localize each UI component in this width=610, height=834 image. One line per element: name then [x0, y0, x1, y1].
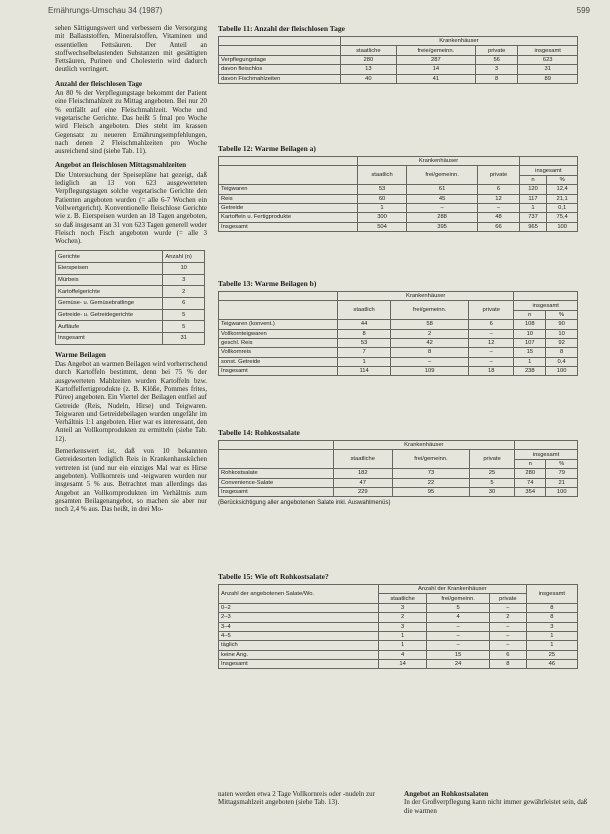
table-header: private [470, 450, 515, 469]
table-cell: 229 [333, 487, 392, 496]
table-header: staatliche [340, 46, 396, 55]
table-15 [218, 572, 578, 669]
table-cell: 0,1 [547, 203, 578, 212]
table-11 [218, 24, 578, 84]
table-cell: Vollkornreis [219, 348, 338, 357]
table-cell: Getreide- u. Getreidegerichte [56, 309, 163, 321]
table-header [219, 450, 334, 469]
table-cell: – [427, 622, 490, 631]
table-cell: 0–2 [219, 603, 379, 612]
table-cell: 40 [340, 74, 396, 83]
table-cell: Insgesamt [219, 660, 379, 669]
table-cell: 48 [478, 213, 520, 222]
table-cell: 114 [337, 367, 390, 376]
table-header: staatlich [337, 301, 390, 320]
table-cell: 108 [514, 320, 546, 329]
table-cell: 120 [519, 185, 547, 194]
table-cell: 30 [470, 487, 515, 496]
table-cell: 12 [478, 194, 520, 203]
table-cell: Gemüse- u. Gemüsebratlinge [56, 298, 163, 310]
table-cell: 4 [379, 650, 427, 659]
table-cell: Aufläufe [56, 321, 163, 333]
table-cell: 5 [427, 603, 490, 612]
table-cell: 100 [546, 487, 578, 496]
table-cell: 89 [518, 74, 578, 83]
table-cell: 2 [163, 286, 205, 298]
table-cell: 6 [490, 650, 527, 659]
table-header: n [519, 175, 547, 184]
table-header: Gerichte [56, 251, 163, 263]
table-cell: 12,4 [547, 185, 578, 194]
table-cell: 61 [406, 185, 477, 194]
table-cell: 14 [396, 65, 475, 74]
table-cell: Mürbeis [56, 274, 163, 286]
table-cell: 92 [546, 338, 578, 347]
table-cell: – [469, 357, 514, 366]
table-cell: 41 [396, 74, 475, 83]
table-cell: Insgesamt [219, 367, 338, 376]
table-cell: 24 [427, 660, 490, 669]
table-cell: – [427, 641, 490, 650]
table-cell: davon Fischmahlzeiten [219, 74, 341, 83]
table-cell: Eierspeisen [56, 263, 163, 275]
table-cell: 15 [427, 650, 490, 659]
table-cell: 4–5 [219, 631, 379, 640]
table-header: insgesamt [519, 166, 577, 175]
table-cell: 1 [526, 631, 577, 640]
group-header: Krankenhäuser [340, 37, 577, 46]
table-header: n [514, 459, 545, 468]
table-cell: 5 [163, 309, 205, 321]
table-cell: 31 [518, 65, 578, 74]
page-number: 599 [576, 6, 590, 15]
table-header [219, 46, 341, 55]
table-header: insgesamt [518, 46, 578, 55]
table-note: (Berücksichtigung aller angebotenen Salate inkl. Auswahlmenüs) [218, 500, 391, 507]
table-cell: – [478, 203, 520, 212]
table-caption: Tabelle 12: Warme Beilagen a) [218, 144, 316, 153]
bottom-column-1 [218, 790, 388, 807]
table-cell: Getreide [219, 203, 358, 212]
table-header: private [490, 594, 527, 603]
table-cell: 25 [526, 650, 577, 659]
table-header: staatliche [379, 594, 427, 603]
table-header: insgesamt [526, 585, 577, 604]
table-cell: Kartoffelgerichte [56, 286, 163, 298]
table-cell: 75,4 [547, 213, 578, 222]
table-cell: – [427, 631, 490, 640]
table-cell: 18 [469, 367, 514, 376]
table-cell: 21,1 [547, 194, 578, 203]
table-cell: 21 [546, 478, 578, 487]
table-cell: 1 [379, 641, 427, 650]
paragraph: An 80 % der Verpflegungstage bekommt der Patient eine Fleischmahlzeit zu Mittag angeboten. Bei nur 20 % entfällt auf eine Fleischmahlzeit. Woche und vegetarische Gerichte. Das heißt 5 fmal pro Woche wird Fleisch angeboten. Dies steht im krassen Gegensatz zu neueren Ernährungsempfehlungen, nach denen 2 Fleischmahlzeiten pro Woche ausreichend sind (siehe Tab. 11). [55, 89, 207, 156]
table-cell: 4 [427, 613, 490, 622]
table-header [219, 166, 358, 185]
table-header: insgesamt [514, 450, 577, 459]
table-cell: 25 [470, 469, 515, 478]
table-cell: täglich [219, 641, 379, 650]
table-cell: – [490, 603, 527, 612]
table-cell: 22 [392, 478, 469, 487]
table-cell: Insgesamt [56, 333, 163, 345]
table-cell: 2 [490, 613, 527, 622]
table-cell: 8 [546, 348, 578, 357]
table-cell: 2 [379, 613, 427, 622]
table-cell: 10 [546, 329, 578, 338]
table-cell: 3 [379, 603, 427, 612]
table-cell: 280 [340, 55, 396, 64]
table-cell: 53 [337, 338, 390, 347]
section-heading: Angebot an Rohkostsalaten [404, 790, 489, 798]
table-cell: 42 [391, 338, 469, 347]
table-cell: 73 [392, 469, 469, 478]
dishes-table [55, 250, 205, 344]
table-cell: 3 [526, 622, 577, 631]
section-heading: Warme Beilagen [55, 350, 106, 359]
table-cell: 288 [406, 213, 477, 222]
table-cell: 5 [470, 478, 515, 487]
table-cell: 53 [358, 185, 407, 194]
table-cell: 56 [475, 55, 517, 64]
table-cell: 3 [475, 65, 517, 74]
table-header: % [547, 175, 578, 184]
table-caption: Tabelle 11: Anzahl der fleischlosen Tage [218, 24, 345, 33]
table-cell: 1 [358, 203, 407, 212]
table-cell: 2 [391, 329, 469, 338]
table-cell: 1 [337, 357, 390, 366]
table-cell: 66 [478, 222, 520, 231]
table-header: frei/gemeinn. [427, 594, 490, 603]
table-cell: 95 [392, 487, 469, 496]
table-cell: 737 [519, 213, 547, 222]
table-cell: 100 [547, 222, 578, 231]
table-12 [218, 144, 578, 232]
table-header: frei/gemeinn. [406, 166, 477, 185]
paragraph: Die Untersuchung der Speisepläne hat gezeigt, daß lediglich an 13 von 623 ausgewerteten Verpflegungstagen solche vegetarische Gerichte den Patienten angeboten wurden (= alle 6-7 Wochen ein Vollwertgericht). Konventionelle fleischlose Gerichte wie z. B. Eierspeisen wurden an 18 Tagen angeboten, so daß insgesamt an 31 von 623 Tagen generell weder Fleisch noch Fisch angeboten wurde (= alle 3 Wochen). [55, 170, 207, 246]
table-cell: 107 [514, 338, 546, 347]
table-cell: – [469, 348, 514, 357]
table-caption: Tabelle 15: Wie oft Rohkostsalate? [218, 572, 329, 581]
table-cell: 623 [518, 55, 578, 64]
table-header: private [469, 301, 514, 320]
paragraph: Das Angebot an warmen Beilagen wird vorherrschend durch Kartoffeln bestimmt, denn bei 75 % der ausgewerteten Mahlzeiten wurden Kartoffeln bzw. Kartoffelfertigprodukte (z. B. Klöße, Pommes frites, Püree) angeboten. Ein Viertel der Beilagen entfiel auf Getreide (Reis, Nudeln, Hirse) und Teigwaren. Teigwaren und Getreidebeilagen wurden ungefähr im Verhältnis 1:1 angeboten. Hier war es interessant, den Anteil an Vollkornprodukten zu ermitteln (siehe Tab. 12). [55, 360, 208, 443]
page-header [48, 4, 590, 18]
table-cell: 238 [514, 367, 546, 376]
table-cell: – [469, 329, 514, 338]
table-cell: 1 [514, 357, 546, 366]
table-cell: Reis [219, 194, 358, 203]
table-cell: 109 [391, 367, 469, 376]
table-cell: 10 [163, 263, 205, 275]
table-cell: – [490, 641, 527, 650]
table-cell: 8 [337, 329, 390, 338]
table-header: Anzahl (n) [163, 251, 205, 263]
table-cell: 6 [469, 320, 514, 329]
table-cell: 47 [333, 478, 392, 487]
paragraph: sehen Sättigungswert und verbessern die Versorgung mit Ballaststoffen, Mineralstoffen, Vitaminen und essentiellen Fettsäuren. Der Anteil an stoffwechselbelastenden Substanzen mit gesättigten Fettsäuren, Purinen und Cholesterin wird dadurch deutlich verringert. [55, 24, 207, 74]
table-cell: Verpflegungstage [219, 55, 341, 64]
table-header [219, 301, 338, 320]
table-cell: Rohkostsalate [219, 469, 334, 478]
table-cell: 45 [406, 194, 477, 203]
table-cell: Vollkornteigwaren [219, 329, 338, 338]
table-cell: 74 [514, 478, 545, 487]
table-cell: 7 [337, 348, 390, 357]
table-header: private [478, 166, 520, 185]
table-cell: 6 [163, 298, 205, 310]
table-cell: 2–3 [219, 613, 379, 622]
table-cell: – [406, 203, 477, 212]
table-header: staatliche [333, 450, 392, 469]
table-header: freie/gemeinn. [396, 46, 475, 55]
table-cell: Kartoffeln u. Fertigprodukte [219, 213, 358, 222]
table-14 [218, 428, 578, 506]
table-cell: 280 [514, 469, 545, 478]
table-header: n [514, 310, 546, 319]
table-cell: – [391, 357, 469, 366]
table-cell: 8 [526, 613, 577, 622]
table-cell: 1 [379, 631, 427, 640]
section-heading: Anzahl der fleischlosen Tage [55, 79, 143, 88]
table-cell: sonst. Getreide [219, 357, 338, 366]
table-cell: 395 [406, 222, 477, 231]
table-cell: 31 [163, 333, 205, 345]
table-cell: Convenience-Salate [219, 478, 334, 487]
table-header: % [546, 459, 578, 468]
table-cell: 100 [546, 367, 578, 376]
table-cell: 13 [340, 65, 396, 74]
table-cell: 90 [546, 320, 578, 329]
table-cell: 1 [519, 203, 547, 212]
table-cell: keine Ang. [219, 650, 379, 659]
table-cell: 8 [526, 603, 577, 612]
table-cell: 117 [519, 194, 547, 203]
group-header: Krankenhäuser [333, 441, 514, 450]
table-header: frei/gemeinn. [392, 450, 469, 469]
paragraph: naten werden etwa 2 Tage Vollkornreis oder -nudeln zur Mittagsmahlzeit angeboten (siehe Tab. 13). [218, 790, 375, 807]
journal-title: Ernährungs-Umschau 34 (1987) [48, 6, 163, 15]
table-cell: Teigwaren (konvent.) [219, 320, 338, 329]
table-cell: 79 [546, 469, 578, 478]
table-cell: 3–4 [219, 622, 379, 631]
table-13 [218, 279, 578, 376]
table-cell: geschl. Reis [219, 338, 338, 347]
table-caption: Tabelle 13: Warme Beilagen b) [218, 279, 317, 288]
table-cell: 6 [478, 185, 520, 194]
table-cell: 1 [526, 641, 577, 650]
table-cell: 15 [514, 348, 546, 357]
group-header: Krankenhäuser [358, 157, 520, 166]
table-cell: 504 [358, 222, 407, 231]
group-header: Anzahl der Krankenhäuser [379, 585, 527, 594]
table-cell: – [490, 631, 527, 640]
group-header: Krankenhäuser [337, 292, 513, 301]
table-cell: davon fleischlos [219, 65, 341, 74]
table-header: staatlich [358, 166, 407, 185]
table-cell: 0,4 [546, 357, 578, 366]
table-cell: 60 [358, 194, 407, 203]
table-caption: Tabelle 14: Rohkostsalate [218, 428, 300, 437]
table-cell: 14 [379, 660, 427, 669]
table-cell: Insgesamt [219, 487, 334, 496]
table-cell: 965 [519, 222, 547, 231]
table-cell: 182 [333, 469, 392, 478]
table-cell: 12 [469, 338, 514, 347]
table-cell: 10 [514, 329, 546, 338]
table-header: frei/gemeinn. [391, 301, 469, 320]
table-cell: 8 [490, 660, 527, 669]
table-cell: Insgesamt [219, 222, 358, 231]
bottom-column-2 [404, 790, 588, 815]
table-cell: 3 [379, 622, 427, 631]
table-cell: 8 [391, 348, 469, 357]
table-cell: 354 [514, 487, 545, 496]
table-cell: – [490, 622, 527, 631]
table-cell: 8 [475, 74, 517, 83]
table-cell: 46 [526, 660, 577, 669]
section-heading: Angebot an fleischlosen Mittagsmahlzeiten [55, 161, 187, 170]
table-cell: 58 [391, 320, 469, 329]
table-cell: Teigwaren [219, 185, 358, 194]
paragraph: In der Großverpflegung kann nicht immer gewährleistet sein, daß die warmen [404, 798, 588, 815]
table-cell: 5 [163, 321, 205, 333]
table-header: Anzahl der angebotenen Salate/Wo. [219, 585, 379, 604]
table-header: private [475, 46, 517, 55]
table-header: insgesamt [514, 301, 578, 310]
table-cell: 3 [163, 274, 205, 286]
table-header: % [546, 310, 578, 319]
paragraph: Bemerkenswert ist, daß von 10 bekannten Getreidesorten lediglich Reis in Krankenhausküchen vertreten ist (und nur ein einziges Mal war es Hirse angeboten). Vollkornreis und -teigwaren wurden nur insgesamt 5 % aus. Betrachtet man allerdings das Angebot an Vollkornprodukten im Verhältnis zum gesamten Beilagenangebot, so machen sie aber nur noch 2,4 % aus. Das heißt, in drei Mo- [55, 447, 207, 514]
table-cell: 300 [358, 213, 407, 222]
table-cell: 287 [396, 55, 475, 64]
table-cell: 44 [337, 320, 390, 329]
left-column [55, 24, 207, 513]
